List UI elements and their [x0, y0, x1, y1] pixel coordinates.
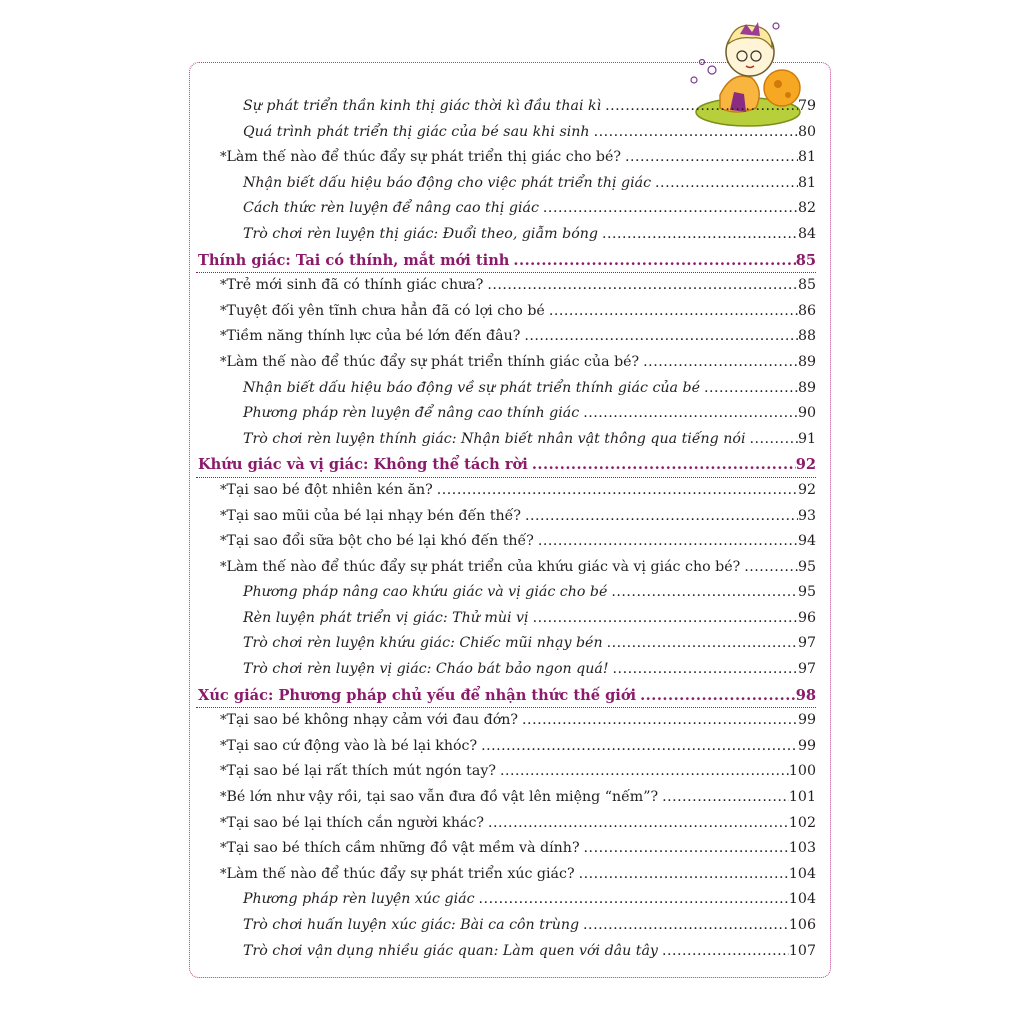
toc-entry-title: Tại sao bé đột nhiên kén ăn?: [226, 481, 433, 498]
toc-page-number: 96: [797, 609, 816, 626]
dot-leader: [584, 836, 789, 862]
toc-page-number: 103: [788, 840, 816, 857]
toc-entry-title: Trò chơi rèn luyện thính giác: Nhận biết nhân vật thông qua tiếng nói: [243, 430, 746, 447]
asterisk-bullet: *: [220, 559, 227, 575]
dot-leader: [744, 555, 798, 581]
asterisk-bullet: *: [220, 866, 227, 882]
dot-leader: [640, 683, 796, 709]
toc-entry-title: Trò chơi vận dụng nhiều giác quan: Làm quen với dâu tây: [243, 942, 658, 959]
dot-leader: [607, 631, 798, 657]
toc-entry-title: Cách thức rèn luyện để nâng cao thị giác: [243, 200, 539, 217]
dot-leader: [594, 120, 798, 146]
dot-leader: [662, 939, 789, 965]
toc-page-number: 99: [797, 737, 816, 754]
toc-entry-title: Làm thế nào để thúc đẩy sự phát triển thính giác của bé?: [226, 353, 640, 370]
toc-page-number: 101: [788, 789, 816, 806]
toc-entry-title: Nhận biết dấu hiệu báo động về sự phát triển thính giác của bé: [243, 379, 700, 396]
toc-entry: [196, 939, 816, 965]
dot-leader: [583, 913, 789, 939]
toc-entry: [196, 836, 816, 862]
toc-entry: [196, 504, 816, 530]
asterisk-bullet: *: [220, 329, 227, 345]
toc-entry: [196, 862, 816, 888]
toc-entry-title: Rèn luyện phát triển vị giác: Thử mùi vị: [243, 609, 529, 626]
dot-leader: [524, 324, 798, 350]
toc-page-number: 86: [797, 302, 816, 319]
toc-page-number: 95: [797, 558, 816, 575]
toc-entry-title: Phương pháp rèn luyện để nâng cao thính giác: [243, 405, 580, 422]
asterisk-bullet: *: [220, 303, 227, 319]
toc-entry: [196, 196, 816, 222]
toc-entry: [196, 120, 816, 146]
toc-entry-title: Khứu giác và vị giác: Không thể tách rời: [198, 456, 528, 474]
toc-entry: [196, 555, 816, 581]
dot-leader: [625, 145, 798, 171]
toc-entry-title: Phương pháp rèn luyện xúc giác: [243, 891, 475, 908]
dot-leader: [481, 734, 798, 760]
toc-page-number: 95: [797, 584, 816, 601]
toc-page-number: 90: [797, 405, 816, 422]
asterisk-bullet: *: [220, 815, 227, 831]
dot-leader: [750, 427, 798, 453]
toc-entry-title: Tại sao bé không nhạy cảm với đau đớn?: [226, 712, 519, 729]
toc-entry: [196, 350, 816, 376]
toc-entry: [196, 171, 816, 197]
toc-entry-title: Xúc giác: Phương pháp chủ yếu để nhận thức thế giới: [198, 686, 637, 704]
toc-entry-title: Phương pháp nâng cao khứu giác và vị giác cho bé: [243, 584, 608, 601]
toc-entry: [196, 427, 816, 453]
dot-leader: [549, 299, 798, 325]
toc-entry-title: Nhận biết dấu hiệu báo động cho việc phát triển thị giác: [243, 174, 652, 191]
asterisk-bullet: *: [220, 278, 227, 294]
toc-entry-title: Làm thế nào để thúc đẩy sự phát triển xúc giác?: [226, 865, 575, 882]
toc-page-number: 92: [797, 481, 816, 498]
toc-entry-title: Tại sao bé lại rất thích mút ngón tay?: [226, 763, 496, 780]
toc-page-number: 82: [797, 200, 816, 217]
toc-entry: [196, 299, 816, 325]
asterisk-bullet: *: [220, 482, 227, 498]
table-of-contents: [196, 94, 816, 964]
toc-page-number: 88: [797, 328, 816, 345]
dot-leader: [583, 401, 798, 427]
toc-entry: [196, 324, 816, 350]
toc-entry-title: Trò chơi huấn luyện xúc giác: Bài ca côn trùng: [243, 917, 580, 933]
dot-leader: [579, 862, 789, 888]
toc-entry-title: Quá trình phát triển thị giác của bé sau khi sinh: [243, 123, 590, 140]
toc-entry: [196, 759, 816, 785]
toc-entry: [196, 811, 816, 837]
toc-page-number: 98: [795, 686, 816, 704]
toc-page-number: 93: [797, 507, 816, 524]
asterisk-bullet: *: [220, 508, 227, 524]
toc-page-number: 89: [797, 353, 816, 370]
toc-entry: [196, 222, 816, 248]
toc-entry: [196, 478, 816, 504]
toc-entry: [196, 631, 816, 657]
toc-page-number: 80: [797, 123, 816, 140]
toc-entry-title: Làm thế nào để thúc đẩy sự phát triển của khứu giác và vị giác cho bé?: [226, 558, 741, 575]
toc-entry: [196, 913, 816, 939]
dot-leader: [513, 248, 795, 274]
toc-entry-title: Trò chơi rèn luyện vị giác: Cháo bát bảo ngon quá!: [243, 661, 609, 678]
toc-entry: [196, 94, 816, 120]
toc-entry-title: Tại sao cứ động vào là bé lại khóc?: [226, 737, 478, 754]
toc-entry-title: Tại sao đổi sữa bột cho bé lại khó đến thế?: [226, 533, 534, 550]
toc-entry: [196, 273, 816, 299]
toc-page-number: 94: [797, 533, 816, 550]
dot-leader: [488, 811, 789, 837]
asterisk-bullet: *: [220, 534, 227, 550]
toc-page-number: 89: [797, 379, 816, 396]
dot-leader: [487, 273, 798, 299]
dot-leader: [437, 478, 798, 504]
toc-entry: [196, 657, 816, 683]
dot-leader: [605, 94, 798, 120]
toc-entry-title: Trò chơi rèn luyện khứu giác: Chiếc mũi nhạy bén: [243, 635, 603, 652]
toc-entry: [196, 401, 816, 427]
toc-entry-title: Bé lớn như vậy rồi, tại sao vẫn đưa đồ vật lên miệng “nếm”?: [226, 789, 659, 806]
toc-section-heading: [196, 452, 816, 478]
toc-page-number: 106: [788, 917, 816, 933]
toc-page-number: 91: [797, 430, 816, 447]
toc-entry: [196, 734, 816, 760]
toc-page-number: 97: [797, 661, 816, 678]
asterisk-bullet: *: [220, 790, 227, 806]
dot-leader: [613, 657, 798, 683]
toc-entry-title: Tại sao bé thích cầm những đồ vật mềm và dính?: [226, 840, 580, 857]
toc-entry: [196, 376, 816, 402]
dot-leader: [602, 222, 798, 248]
asterisk-bullet: *: [220, 764, 227, 780]
toc-entry: [196, 887, 816, 913]
toc-page-number: 104: [788, 865, 816, 882]
dot-leader: [655, 171, 798, 197]
dot-leader: [611, 580, 798, 606]
toc-entry: [196, 145, 816, 171]
dot-leader: [525, 504, 798, 530]
toc-entry-title: Tại sao bé lại thích cắn người khác?: [226, 814, 485, 831]
dot-leader: [643, 350, 798, 376]
toc-entry-title: Sự phát triển thần kinh thị giác thời kì đầu thai kì: [243, 98, 602, 114]
toc-entry: [196, 580, 816, 606]
toc-page-number: 97: [797, 635, 816, 652]
toc-entry-title: Trẻ mới sinh đã có thính giác chưa?: [226, 277, 484, 294]
toc-entry: [196, 785, 816, 811]
asterisk-bullet: *: [220, 150, 227, 166]
dot-leader: [543, 196, 798, 222]
toc-entry-title: Trò chơi rèn luyện thị giác: Đuổi theo, giẫm bóng: [243, 225, 598, 242]
toc-entry: [196, 708, 816, 734]
toc-entry-title: Làm thế nào để thúc đẩy sự phát triển thị giác cho bé?: [226, 149, 621, 166]
toc-page-number: 81: [797, 149, 816, 166]
dot-leader: [704, 376, 798, 402]
dot-leader: [538, 529, 798, 555]
toc-page-number: 100: [788, 763, 816, 780]
toc-section-heading: [196, 248, 816, 274]
toc-page-number: 85: [797, 277, 816, 294]
asterisk-bullet: *: [220, 354, 227, 370]
toc-page-number: 92: [795, 456, 816, 474]
dot-leader: [479, 887, 789, 913]
toc-page-number: 107: [788, 942, 816, 959]
dot-leader: [500, 759, 789, 785]
toc-section-heading: [196, 683, 816, 709]
toc-page-number: 102: [788, 814, 816, 831]
dot-leader: [522, 708, 798, 734]
toc-page-number: 104: [788, 891, 816, 908]
toc-entry-title: Thính giác: Tai có thính, mắt mới tinh: [198, 251, 510, 269]
toc-entry: [196, 529, 816, 555]
toc-page-number: 79: [797, 98, 816, 114]
toc-page-number: 84: [797, 225, 816, 242]
toc-page-number: 81: [797, 174, 816, 191]
dot-leader: [662, 785, 789, 811]
toc-page-number: 99: [797, 712, 816, 729]
toc-entry: [196, 606, 816, 632]
asterisk-bullet: *: [220, 713, 227, 729]
asterisk-bullet: *: [220, 841, 227, 857]
dot-leader: [533, 606, 798, 632]
toc-entry-title: Tuyệt đối yên tĩnh chưa hẳn đã có lợi cho bé: [226, 302, 545, 319]
toc-entry-title: Tiềm năng thính lực của bé lớn đến đâu?: [226, 328, 521, 345]
asterisk-bullet: *: [220, 738, 227, 754]
toc-page-number: 85: [795, 251, 816, 269]
dot-leader: [532, 452, 796, 478]
toc-entry-title: Tại sao mũi của bé lại nhạy bén đến thế?: [226, 507, 521, 524]
